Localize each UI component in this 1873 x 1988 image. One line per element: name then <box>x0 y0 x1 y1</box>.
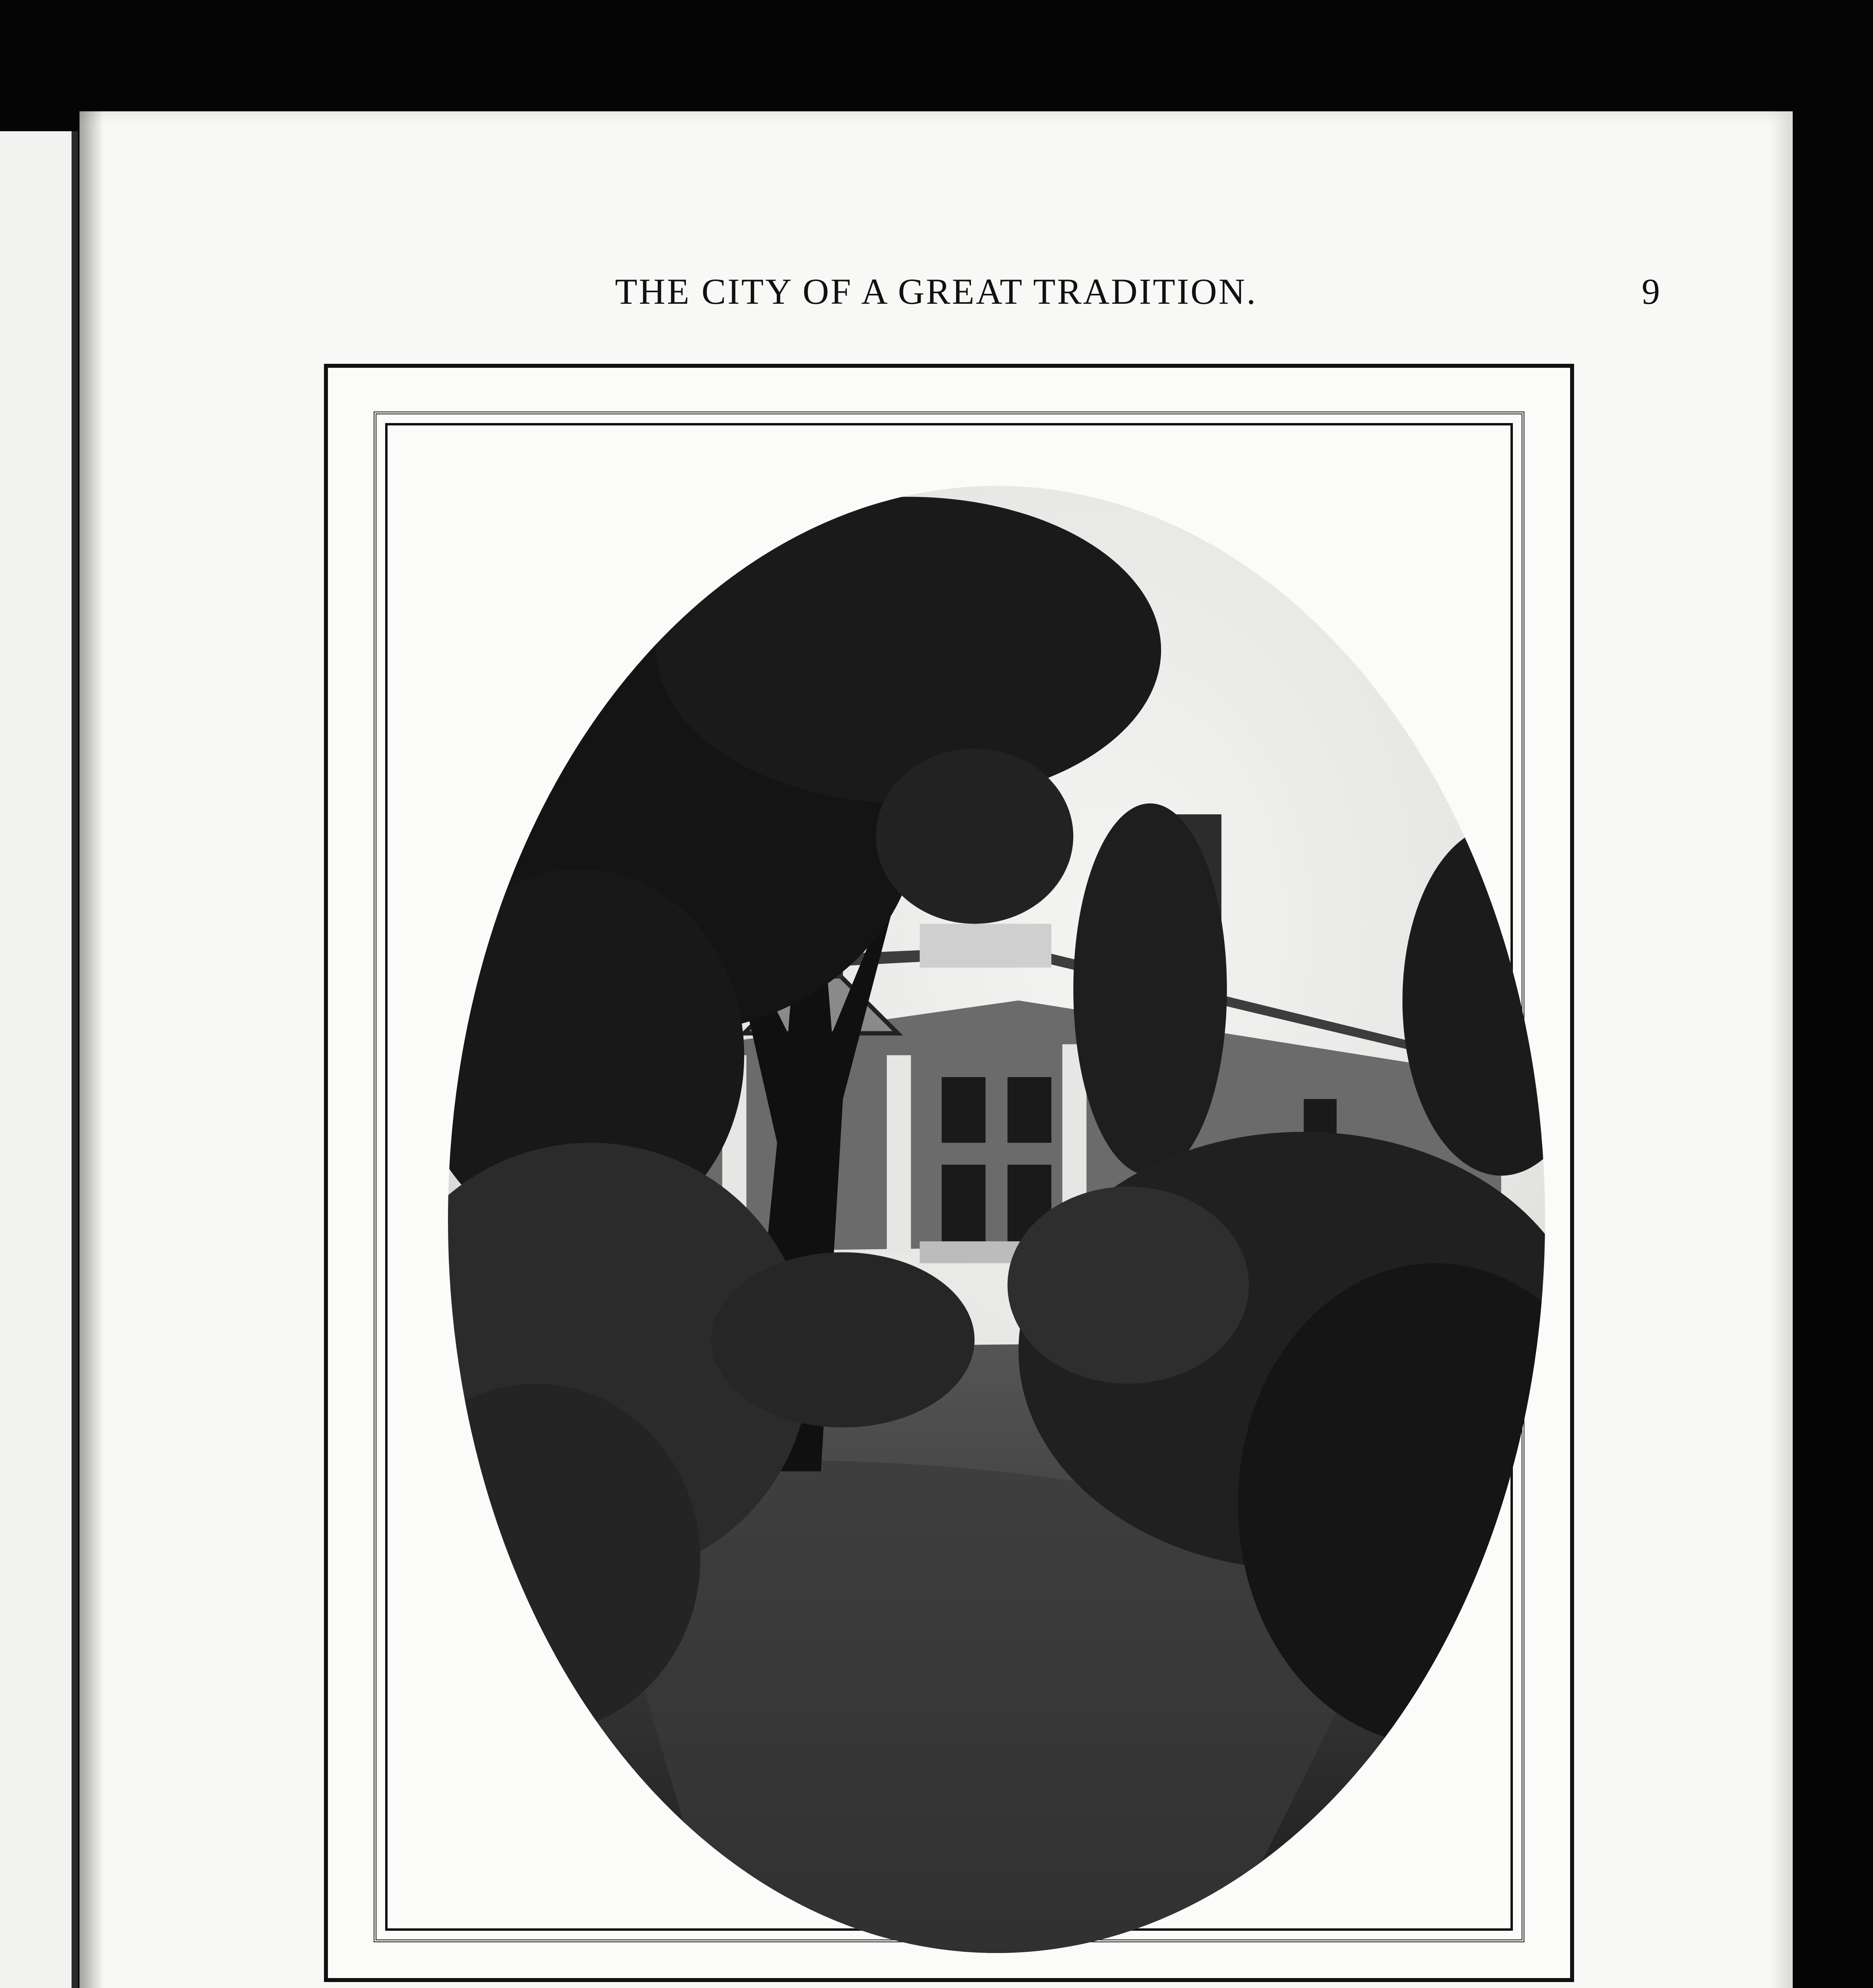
previous-page-edge <box>0 131 78 1988</box>
longfellow-house-photo <box>448 486 1545 1953</box>
page-number: 9 <box>1642 271 1660 312</box>
book-page <box>79 111 1793 1988</box>
photo-plate-frame <box>324 364 1574 1982</box>
photo-plate-inner-border <box>374 412 1524 1942</box>
spine-shadow <box>79 111 103 1988</box>
house-photo-illustration <box>448 486 1545 1953</box>
running-title: THE CITY OF A GREAT TRADITION. <box>615 271 1257 312</box>
